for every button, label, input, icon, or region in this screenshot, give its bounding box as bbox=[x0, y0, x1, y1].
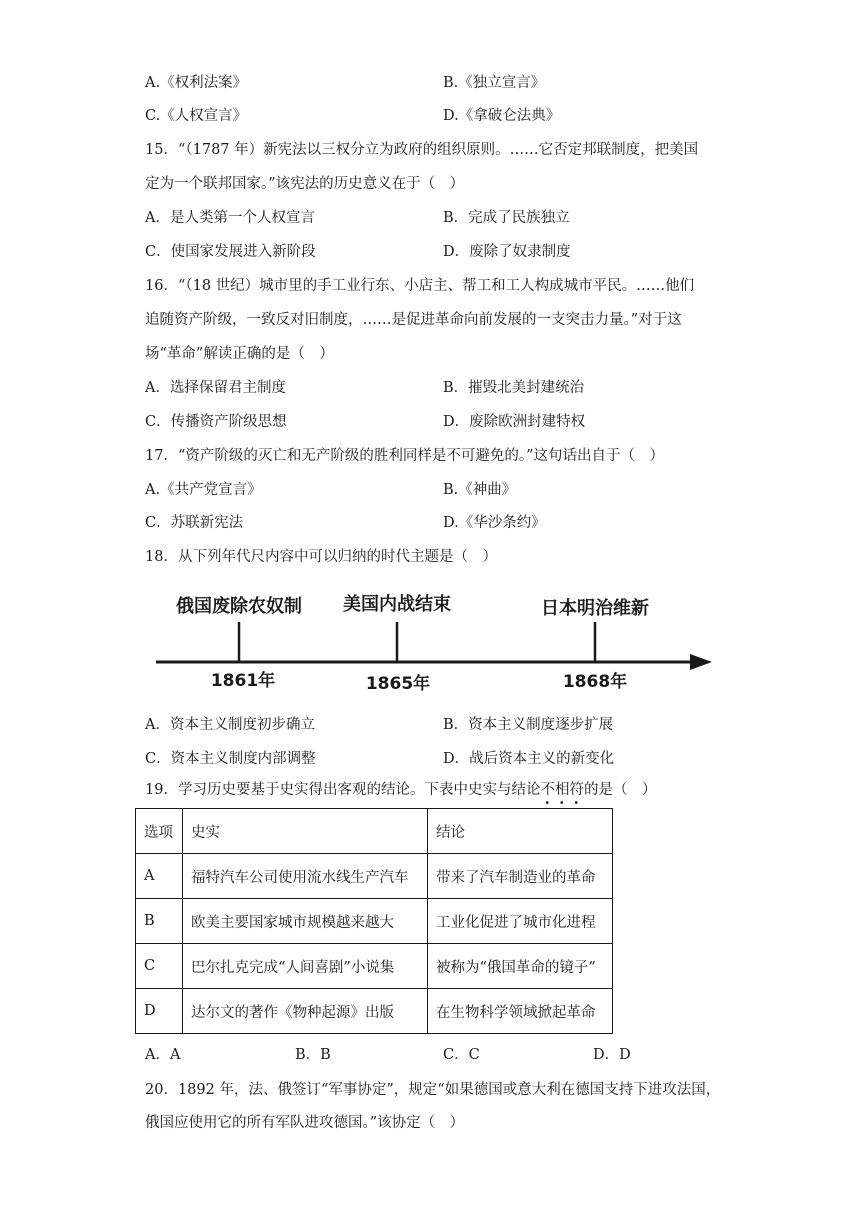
q20-stem-line2: 俄国应使用它的所有军队进攻德国。”该协定（ ） bbox=[145, 1115, 465, 1131]
q15-stem-line1: 15．“（1787 年）新宪法以三权分立为政府的组织原则。……它否定邦联制度，把美国 bbox=[145, 142, 699, 158]
q16-option-a: A．选择保留君主制度 bbox=[145, 380, 286, 396]
q20-stem-line1: 20．1892 年，法、俄签订“军事协定”，规定“如果德国或意大利在德国支持下进攻法国， bbox=[145, 1082, 721, 1098]
table-cell-fact: 达尔文的著作《物种起源》出版 bbox=[183, 989, 428, 1034]
q15-stem-line2: 定为一个联邦国家。”该宪法的历史意义在于（ ） bbox=[145, 176, 465, 192]
table-cell-option: A bbox=[136, 854, 183, 899]
table-cell-option: C bbox=[136, 944, 183, 989]
q19-table bbox=[135, 808, 613, 1034]
table-cell-conclusion: 带来了汽车制造业的革命 bbox=[428, 854, 613, 899]
q17-option-a: A.《共产党宣言》 bbox=[145, 482, 262, 498]
q19-stem-emphasis: 不相符 bbox=[540, 782, 584, 798]
q19-option-b: B．B bbox=[295, 1047, 331, 1063]
table-row bbox=[136, 854, 613, 899]
table-cell-conclusion: 被称为“俄国革命的镜子” bbox=[428, 944, 613, 989]
q19-stem-pre: 19．学习历史要基于史实得出客观的结论。下表中史实与结论 bbox=[145, 782, 541, 798]
table-cell-fact: 福特汽车公司使用流水线生产汽车 bbox=[183, 854, 428, 899]
table-row bbox=[136, 899, 613, 944]
q18-option-a: A．资本主义制度初步确立 bbox=[145, 717, 315, 733]
q16-option-b: B．摧毁北美封建统治 bbox=[443, 380, 585, 396]
q19-option-c: C．C bbox=[443, 1047, 480, 1063]
q18-stem-line1: 18．从下列年代尺内容中可以归纳的时代主题是（ ） bbox=[145, 549, 497, 565]
q16-stem-line1: 16．“（18 世纪）城市里的手工业行东、小店主、帮工和工人构成城市平民。……他们 bbox=[145, 278, 695, 294]
q19-option-d: D．D bbox=[593, 1047, 631, 1063]
table-row bbox=[136, 989, 613, 1034]
q19-stem-line1 bbox=[145, 780, 656, 800]
q14-option-d: D.《拿破仑法典》 bbox=[443, 108, 561, 124]
q15-option-a: A．是人类第一个人权宣言 bbox=[145, 210, 315, 226]
q19-stem-post: 的是（ ） bbox=[583, 782, 657, 798]
q19-option-a: A．A bbox=[145, 1047, 181, 1063]
q15-option-b: B．完成了民族独立 bbox=[443, 210, 570, 226]
table-cell-fact: 欧美主要国家城市规模越来越大 bbox=[183, 899, 428, 944]
table-cell-conclusion: 在生物科学领域掀起革命 bbox=[428, 989, 613, 1034]
table-header-conclusion: 结论 bbox=[428, 809, 613, 854]
q16-option-d: D．废除欧洲封建特权 bbox=[443, 414, 586, 430]
table-cell-option: D bbox=[136, 989, 183, 1034]
table-header-row bbox=[136, 809, 613, 854]
q14-option-a: A.《权利法案》 bbox=[145, 75, 248, 91]
table-cell-fact: 巴尔扎克完成“人间喜剧”小说集 bbox=[183, 944, 428, 989]
timeline-event-1868: 日本明治维新 bbox=[541, 598, 649, 619]
timeline-event-1865: 美国内战结束 bbox=[343, 594, 451, 615]
q15-option-c: C．使国家发展进入新阶段 bbox=[145, 244, 316, 260]
q17-option-d: D.《华沙条约》 bbox=[443, 515, 546, 531]
table-cell-option: B bbox=[136, 899, 183, 944]
q16-stem-line3: 场“革命”解读正确的是（ ） bbox=[145, 346, 334, 362]
timeline-arrow-icon bbox=[690, 654, 712, 670]
timeline-event-1861: 俄国废除农奴制 bbox=[176, 596, 302, 617]
q14-option-b: B.《独立宣言》 bbox=[443, 75, 546, 91]
q15-option-d: D．废除了奴隶制度 bbox=[443, 244, 571, 260]
timeline-year-1861: 1861年 bbox=[210, 671, 276, 691]
timeline-year-1868: 1868年 bbox=[562, 672, 628, 692]
q18-option-b: B．资本主义制度逐步扩展 bbox=[443, 717, 614, 733]
table-header-fact: 史实 bbox=[183, 809, 428, 854]
q18-timeline bbox=[150, 588, 720, 698]
q14-option-c: C.《人权宣言》 bbox=[145, 108, 248, 124]
timeline-year-1865: 1865年 bbox=[365, 674, 431, 694]
q16-stem-line2: 追随资产阶级，一致反对旧制度，……是促进革命向前发展的一支突击力量。”对于这 bbox=[145, 312, 682, 328]
table-header-option: 选项 bbox=[136, 809, 183, 854]
table-row bbox=[136, 944, 613, 989]
q18-option-d: D．战后资本主义的新变化 bbox=[443, 751, 615, 767]
q17-stem-line1: 17．“资产阶级的灭亡和无产阶级的胜利同样是不可避免的。”这句话出自于（ ） bbox=[145, 448, 665, 464]
q16-option-c: C．传播资产阶级思想 bbox=[145, 414, 287, 430]
q18-option-c: C．资本主义制度内部调整 bbox=[145, 751, 316, 767]
q17-option-c: C．苏联新宪法 bbox=[145, 515, 244, 531]
q17-option-b: B.《神曲》 bbox=[443, 482, 517, 498]
table-cell-conclusion: 工业化促进了城市化进程 bbox=[428, 899, 613, 944]
